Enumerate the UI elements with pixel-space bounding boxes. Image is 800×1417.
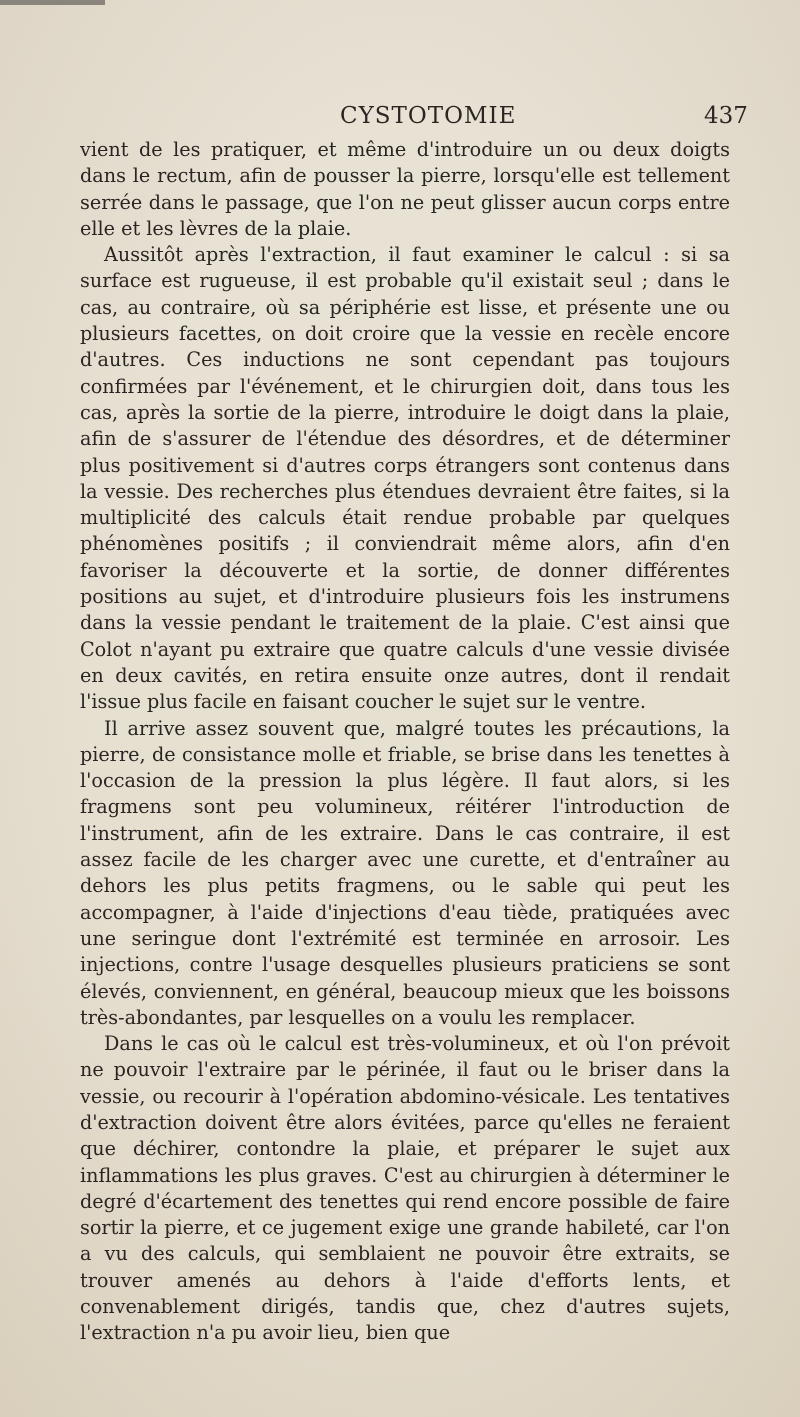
page-header [0,103,800,139]
body-text [80,137,730,1347]
running-title: CYSTOTOMIE [340,103,517,129]
page-edge-rule [0,0,105,5]
page-number: 437 [704,103,748,129]
paragraph-examination: Aussitôt après l'extraction, il faut examiner le calcul : si sa surface est rugueuse, il est probable qu'il existait seul ; dans le cas, au contraire, où sa périphérie est lisse, et présente une ou plusieurs facettes, on doit croire que la vessie en recèle encore d'autres. Ces inductions ne sont cependant pas toujours confirmées par l'événement, et le chirurgien doit, dans tous les cas, après la sortie de la pierre, introduire le doigt dans la plaie, afin de s'assurer de l'étendue des désordres, et de déterminer plus positivement si d'autres corps étrangers sont contenus dans la vessie. Des recherches plus étendues devraient être faites, si la multiplicité des calculs était rendue probable par quelques phénomènes positifs ; il conviendrait même alors, afin d'en favoriser la découverte et la sortie, de donner différentes positions au sujet, et d'introduire plusieurs fois les instrumens dans la vessie pendant le traitement de la plaie. C'est ainsi que Colot n'ayant pu extraire que quatre calculs d'une vessie divisée en deux cavités, en retira ensuite onze autres, dont il rendait l'issue plus facile en faisant coucher le sujet sur le ventre. [80,243,730,714]
paragraph-fragments: Il arrive assez souvent que, malgré toutes les précautions, la pierre, de consistance molle et friable, se brise dans les tenettes à l'occasion de la pression la plus légère. Il faut alors, si les fragmens sont peu volumineux, réitérer l'introduction de l'instrument, afin de les extraire. Dans le cas contraire, il est assez facile de les charger avec une curette, et d'entraîner au dehors les plus petits fragmens, ou le sable qui peut les accompagner, à l'aide d'injections d'eau tiède, pratiquées avec une seringue dont l'extrémité est terminée en arrosoir. Les injections, contre l'usage desquelles plusieurs praticiens se sont élevés, conviennent, en général, beaucoup mieux que les boissons très-abondantes, par lesquelles on a voulu les remplacer. [80,716,730,1029]
paragraph-continuation: vient de les pratiquer, et même d'introduire un ou deux doigts dans le rectum, afin de pousser la pierre, lorsqu'elle est tellement serrée dans le passage, que l'on ne peut glisser aucun corps entre elle et les lèvres de la plaie. [80,138,730,240]
paragraph-large-calculus: Dans le cas où le calcul est très-volumineux, et où l'on prévoit ne pouvoir l'extraire par le périnée, il faut ou le briser dans la vessie, ou recourir à l'opération abdomino-vésicale. Les tentatives d'extraction doivent être alors évitées, parce qu'elles ne feraient que déchirer, contondre la plaie, et préparer le sujet aux inflammations les plus graves. C'est au chirurgien à déterminer le degré d'écartement des tenettes qui rend encore possible de faire sortir la pierre, et ce jugement exige une grande habileté, car l'on a vu des calculs, qui semblaient ne pouvoir être extraits, se trouver amenés au dehors à l'aide d'efforts lents, et convenablement dirigés, tandis que, chez d'autres sujets, l'extraction n'a pu avoir lieu, bien que [80,1032,730,1345]
